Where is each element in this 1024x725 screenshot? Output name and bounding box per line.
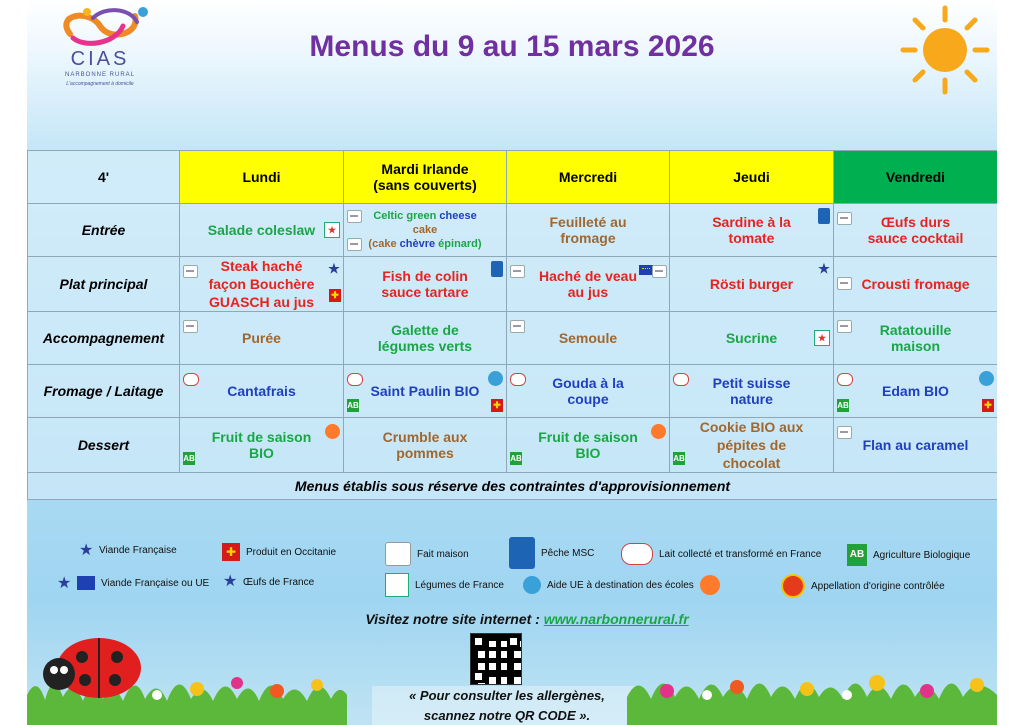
- french-meat-icon: ★: [79, 542, 94, 559]
- homemade-icon: [385, 542, 411, 566]
- logo-name: CIAS: [70, 48, 130, 70]
- school-fruit-icon: [700, 575, 720, 595]
- menu-cell: AB Fruit de saison BIO: [180, 418, 344, 473]
- eu-flag-icon: [77, 576, 95, 590]
- legend-label: Aide UE à destination des écoles: [547, 579, 694, 591]
- aide-ue-icon: [488, 371, 503, 386]
- logo-swirl-icon: [45, 4, 155, 50]
- msc-icon: [818, 208, 830, 224]
- organic-ab-icon: AB: [347, 401, 359, 410]
- menu-cell: Haché de veau au jus: [507, 257, 670, 312]
- french-meat-icon: ★: [818, 261, 830, 276]
- homemade-icon: [837, 212, 852, 225]
- grass-flowers-right-icon: [627, 665, 997, 725]
- occitanie-icon: ✚: [491, 399, 503, 412]
- legend-viande-francaise: [79, 542, 177, 559]
- homemade-icon: [837, 277, 852, 290]
- legend-label: Lait collecté et transformé en France: [659, 548, 822, 560]
- legend-occitanie: [222, 543, 336, 561]
- row-label-dessert: Dessert: [28, 418, 180, 473]
- page-title: Menus du 9 au 15 mars 2026: [309, 30, 715, 63]
- ladybug-icon: [37, 632, 147, 702]
- qr-finder: [472, 670, 485, 683]
- menu-cell: Ratatouille maison: [834, 312, 998, 365]
- menu-cell: ★ Sucrine: [670, 312, 834, 365]
- logo-tagline: L'accompagnement à domicile: [66, 81, 134, 87]
- menu-cell: Petit suisse nature: [670, 365, 834, 418]
- day-header-jeudi: Jeudi: [670, 151, 834, 204]
- legend-aoc: [781, 574, 945, 598]
- website-prefix: Visitez notre site internet :: [365, 611, 544, 627]
- homemade-icon: [837, 320, 852, 333]
- legend-fait-maison: [385, 542, 469, 566]
- homemade-icon: [837, 426, 852, 439]
- qr-finder: [472, 635, 485, 648]
- vegetables-france-icon: ★: [814, 330, 830, 346]
- french-milk-icon: [837, 373, 853, 386]
- organic-ab-icon: AB: [183, 454, 195, 463]
- legend-bio: [847, 544, 970, 566]
- allergen-line-2: scannez notre QR CODE ».: [423, 708, 591, 723]
- allergen-line-1: « Pour consulter les allergènes,: [409, 688, 605, 703]
- row-label-fromage: Fromage / Laitage: [28, 365, 180, 418]
- legend-label: Viande Française ou UE: [101, 577, 210, 589]
- legend-lait: [621, 543, 821, 565]
- french-meat-icon: ★: [57, 574, 72, 592]
- homemade-icon: [183, 320, 198, 333]
- eggs-france-icon: ★: [223, 573, 238, 590]
- organic-ab-icon: AB: [510, 454, 522, 463]
- menu-cell: Cantafrais: [180, 365, 344, 418]
- homemade-icon: [510, 265, 525, 278]
- homemade-icon: [652, 265, 667, 278]
- menu-cell: Semoule: [507, 312, 670, 365]
- table-row: [28, 204, 998, 257]
- day-header-row: [28, 151, 998, 204]
- menu-cell: Salade coleslaw ★: [180, 204, 344, 257]
- legend-label: Viande Française: [99, 545, 177, 556]
- legend-label: Œufs de France: [243, 576, 315, 588]
- row-label-accompagnement: Accompagnement: [28, 312, 180, 365]
- msc-icon: [491, 261, 503, 277]
- french-milk-icon: [347, 373, 363, 386]
- legend-label: Produit en Occitanie: [246, 546, 337, 558]
- table-row: [28, 418, 998, 473]
- french-meat-icon: ★: [328, 261, 340, 276]
- legend-oeufs: [223, 573, 315, 590]
- menu-cell: Fish de colin sauce tartare: [344, 257, 507, 312]
- french-milk-icon: [673, 373, 689, 386]
- legend-label: Fait maison: [417, 548, 469, 560]
- french-milk-icon: [183, 373, 199, 386]
- logo-subtitle: NARBONNE RURAL: [64, 72, 135, 78]
- cias-logo: [45, 4, 155, 94]
- menu-cell: Œufs durs sauce cocktail: [834, 204, 998, 257]
- day-header-mercredi: Mercredi: [507, 151, 670, 204]
- table-row: [28, 312, 998, 365]
- qr-code[interactable]: [470, 633, 522, 685]
- legend-aide-ue: [523, 575, 720, 595]
- organic-ab-icon: AB: [673, 454, 685, 463]
- msc-icon: [509, 537, 535, 569]
- vegetables-france-icon: [385, 573, 409, 597]
- day-header-vendredi: Vendredi: [834, 151, 998, 204]
- legend-viande-ue: [57, 576, 209, 590]
- menu-cell: Galette de légumes verts: [344, 312, 507, 365]
- menu-cell: ★ Rösti burger: [670, 257, 834, 312]
- menu-cell: ★ ✚ Steak haché façon Bouchère GUASCH au jus: [180, 257, 344, 312]
- legend-legumes: [385, 573, 504, 597]
- table-footer-row: [28, 473, 998, 500]
- allergen-note: [372, 686, 642, 725]
- menu-cell: Gouda à la coupe: [507, 365, 670, 418]
- aoc-seal-icon: [781, 574, 805, 598]
- website-link[interactable]: www.narbonnerural.fr: [543, 611, 689, 627]
- menu-cell: AB Cookie BIO aux pépites de chocolat: [670, 418, 834, 473]
- qr-finder: [507, 635, 520, 648]
- french-milk-icon: [510, 373, 526, 386]
- table-row: [28, 365, 998, 418]
- homemade-icon: [347, 238, 362, 251]
- menu-cell: AB ✚ Saint Paulin BIO: [344, 365, 507, 418]
- menu-cell: Flan au caramel: [834, 418, 998, 473]
- occitanie-icon: ✚: [982, 399, 994, 412]
- row-label-entree: Entrée: [28, 204, 180, 257]
- aide-ue-icon: [979, 371, 994, 386]
- homemade-icon: [183, 265, 198, 278]
- eu-flag-icon: [639, 265, 653, 275]
- menu-cell: Celtic green cheese cake (cake chèvre épinard): [344, 204, 507, 257]
- organic-ab-icon: AB: [847, 544, 867, 566]
- homemade-icon: [347, 210, 362, 223]
- row-label-plat: Plat principal: [28, 257, 180, 312]
- day-header-lundi: Lundi: [180, 151, 344, 204]
- table-row: [28, 257, 998, 312]
- menu-cell: Purée: [180, 312, 344, 365]
- school-fruit-icon: [651, 424, 666, 439]
- menu-cell: Feuilleté au fromage: [507, 204, 670, 257]
- menu-cell: Sardine à la tomate: [670, 204, 834, 257]
- menu-table: [27, 150, 997, 500]
- legend-label: Agriculture Biologique: [873, 549, 971, 561]
- menu-cell: AB Fruit de saison BIO: [507, 418, 670, 473]
- menu-cell: AB ✚ Edam BIO: [834, 365, 998, 418]
- legend-label: Appellation d'origine contrôlée: [811, 580, 945, 592]
- aide-ue-icon: [523, 576, 541, 594]
- french-milk-icon: [621, 543, 653, 565]
- legend-label: Légumes de France: [415, 579, 504, 591]
- website-line: [317, 611, 737, 627]
- organic-ab-icon: AB: [837, 401, 849, 410]
- supply-disclaimer: Menus établis sous réserve des contraintes d'approvisionnement: [28, 473, 998, 500]
- menu-cell: Crousti fromage: [834, 257, 998, 312]
- homemade-icon: [510, 320, 525, 333]
- occitanie-icon: ✚: [329, 289, 341, 302]
- legend-msc: [509, 537, 594, 569]
- sun-icon: [899, 4, 991, 96]
- menu-cell: Crumble aux pommes: [344, 418, 507, 473]
- vegetables-france-icon: ★: [324, 222, 340, 238]
- corner-cell: 4': [28, 151, 180, 204]
- school-fruit-icon: [325, 424, 340, 439]
- day-header-mardi: Mardi Irlande (sans couverts): [344, 151, 507, 204]
- legend-label: Pêche MSC: [541, 547, 595, 559]
- menu-sheet: [27, 0, 997, 725]
- occitanie-icon: ✚: [222, 543, 240, 561]
